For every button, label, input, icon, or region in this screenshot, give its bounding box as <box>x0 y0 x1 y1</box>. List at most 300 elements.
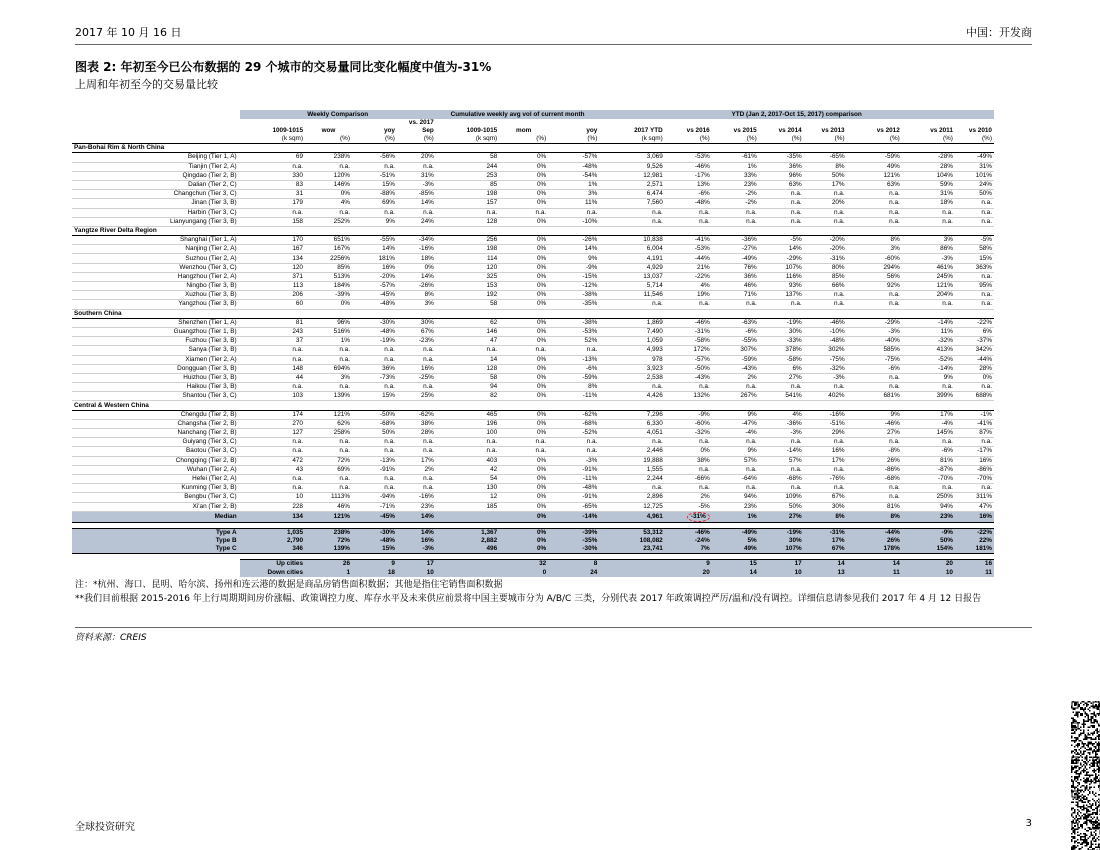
count-value: 15 <box>712 560 759 569</box>
type-value: 26% <box>847 537 902 545</box>
value-cell: 0% <box>499 502 548 511</box>
city-name: Lianyungang (Tier 3, B) <box>72 217 240 226</box>
value-cell: 9% <box>847 410 902 419</box>
value-cell: 4,051 <box>599 429 664 438</box>
value-cell: 15% <box>955 254 994 263</box>
column-header: 1009-1015 <box>436 127 499 135</box>
value-cell: n.a. <box>352 208 397 217</box>
value-cell: 96% <box>759 171 804 180</box>
value-cell: n.a. <box>759 465 804 474</box>
value-cell: -65% <box>804 153 847 162</box>
value-cell: 694% <box>305 364 352 373</box>
city-name: Xiamen (Tier 2, A) <box>72 355 240 364</box>
value-cell: 80% <box>804 263 847 272</box>
city-name: Hangzhou (Tier 2, A) <box>72 272 240 281</box>
value-cell: 47% <box>955 502 994 511</box>
value-cell: n.a. <box>352 355 397 364</box>
value-cell: 9% <box>548 254 599 263</box>
value-cell: -34% <box>397 236 436 245</box>
count-row <box>72 568 994 576</box>
value-cell: 2,571 <box>599 180 664 189</box>
value-cell: n.a. <box>847 383 902 392</box>
value-cell: 0% <box>499 291 548 300</box>
city-name: Dongguan (Tier 3, B) <box>72 364 240 373</box>
value-cell: n.a. <box>759 217 804 226</box>
value-cell: -75% <box>804 355 847 364</box>
value-cell: n.a. <box>352 162 397 171</box>
city-name: Shenzhen (Tier 1, A) <box>72 318 240 327</box>
value-cell: n.a. <box>759 199 804 208</box>
units-row <box>72 135 994 144</box>
value-cell: 0% <box>499 171 548 180</box>
value-cell: 60 <box>240 300 305 309</box>
value-cell: -32% <box>902 337 955 346</box>
value-cell: n.a. <box>599 208 664 217</box>
vs2017-header: vs. 2017 <box>397 119 436 127</box>
value-cell: 0% <box>499 456 548 465</box>
value-cell: n.a. <box>847 217 902 226</box>
value-cell: -14% <box>902 318 955 327</box>
type-value: 30% <box>759 537 804 545</box>
value-cell: n.a. <box>847 438 902 447</box>
value-cell: n.a. <box>599 383 664 392</box>
type-value: -24% <box>665 537 712 545</box>
value-cell: n.a. <box>599 217 664 226</box>
value-cell: n.a. <box>847 291 902 300</box>
value-cell: n.a. <box>499 438 548 447</box>
value-cell: n.a. <box>759 208 804 217</box>
value-cell: n.a. <box>902 208 955 217</box>
value-cell: -58% <box>665 337 712 346</box>
value-cell: 63% <box>759 180 804 189</box>
value-cell: 342% <box>955 346 994 355</box>
value-cell: 50% <box>352 429 397 438</box>
value-cell: -43% <box>665 373 712 382</box>
value-cell: 19,888 <box>599 456 664 465</box>
value-cell: n.a. <box>902 438 955 447</box>
value-cell: n.a. <box>847 300 902 309</box>
value-cell: n.a. <box>902 217 955 226</box>
value-cell: 47 <box>436 337 499 346</box>
value-cell: 94% <box>902 502 955 511</box>
value-cell: 113 <box>240 282 305 291</box>
value-cell: 146 <box>436 327 499 336</box>
type-value: -19% <box>759 528 804 537</box>
city-name: Wuhan (Tier 2, A) <box>72 465 240 474</box>
value-cell: -35% <box>548 300 599 309</box>
type-value: 238% <box>305 528 352 537</box>
value-cell: 1113% <box>305 493 352 502</box>
value-cell: -62% <box>548 410 599 419</box>
value-cell: 29% <box>804 429 847 438</box>
value-cell: 0% <box>499 236 548 245</box>
value-cell: -1% <box>955 410 994 419</box>
value-cell: 0% <box>499 180 548 189</box>
type-value: 16% <box>397 537 436 545</box>
value-cell: 0% <box>499 337 548 346</box>
value-cell: 4,426 <box>599 392 664 401</box>
type-value: -44% <box>847 528 902 537</box>
city-name: Shanghai (Tier 1, A) <box>72 236 240 245</box>
table-row <box>72 373 994 382</box>
value-cell: 228 <box>240 502 305 511</box>
value-cell: 0% <box>499 364 548 373</box>
column-header: yoy <box>352 127 397 135</box>
value-cell: n.a. <box>955 199 994 208</box>
table-row <box>72 291 994 300</box>
value-cell: 18% <box>397 254 436 263</box>
value-cell: n.a. <box>712 465 759 474</box>
value-cell: 7,560 <box>599 199 664 208</box>
type-value: 14% <box>397 528 436 537</box>
count-value: 20 <box>665 568 712 576</box>
value-cell: n.a. <box>847 493 902 502</box>
value-cell: 513% <box>305 272 352 281</box>
value-cell: 0% <box>499 190 548 199</box>
header-blank <box>72 135 240 144</box>
value-cell: 69% <box>352 199 397 208</box>
type-value: 50% <box>902 537 955 545</box>
header-vs2017-row <box>72 119 994 127</box>
value-cell: 134 <box>240 254 305 263</box>
value-cell: 461% <box>902 263 955 272</box>
value-cell: 3,923 <box>599 364 664 373</box>
ytd-comparison-header: YTD (Jan 2, 2017-Oct 15, 2017) comparison <box>599 110 994 119</box>
value-cell: -19% <box>759 318 804 327</box>
value-cell: n.a. <box>759 300 804 309</box>
value-cell: 148 <box>240 364 305 373</box>
median-value: 23% <box>902 511 955 522</box>
value-cell: 36% <box>352 364 397 373</box>
value-cell: n.a. <box>305 346 352 355</box>
value-cell: 16% <box>955 456 994 465</box>
unit-label: (%) <box>804 135 847 144</box>
type-value: 17% <box>804 537 847 545</box>
value-cell: 0% <box>499 162 548 171</box>
count-value: 13 <box>804 568 847 576</box>
value-cell: 31% <box>397 171 436 180</box>
value-cell: 127 <box>240 429 305 438</box>
value-cell: n.a. <box>804 291 847 300</box>
count-value: 10 <box>759 568 804 576</box>
city-name: Jinan (Tier 3, B) <box>72 199 240 208</box>
value-cell: 42 <box>436 465 499 474</box>
value-cell: -65% <box>548 502 599 511</box>
value-cell: 250% <box>902 493 955 502</box>
value-cell: 19% <box>665 291 712 300</box>
value-cell: 10 <box>240 493 305 502</box>
region-header-row <box>72 309 994 318</box>
value-cell: 196 <box>436 419 499 428</box>
value-cell: -52% <box>902 355 955 364</box>
value-cell: 66% <box>804 282 847 291</box>
city-name: Xi'an (Tier 2, B) <box>72 502 240 511</box>
value-cell: n.a. <box>804 383 847 392</box>
value-cell: 63% <box>847 180 902 189</box>
value-cell: 6% <box>759 364 804 373</box>
value-cell: 87% <box>955 429 994 438</box>
value-cell: n.a. <box>240 208 305 217</box>
value-cell: n.a. <box>305 474 352 483</box>
type-value: 23,741 <box>599 545 664 554</box>
value-cell: -47% <box>712 419 759 428</box>
value-cell: 7,296 <box>599 410 664 419</box>
value-cell: 688% <box>955 392 994 401</box>
median-ytd-highlight-cell <box>665 511 712 522</box>
value-cell: -9% <box>548 263 599 272</box>
unit-label: (%) <box>397 135 436 144</box>
median-value <box>436 511 499 522</box>
value-cell: 472 <box>240 456 305 465</box>
value-cell: 0% <box>499 217 548 226</box>
value-cell: 0% <box>499 318 548 327</box>
value-cell: 1,555 <box>599 465 664 474</box>
city-name: Yangzhou (Tier 3, B) <box>72 300 240 309</box>
value-cell: 14% <box>397 199 436 208</box>
value-cell: 85% <box>804 272 847 281</box>
type-value: 67% <box>804 545 847 554</box>
column-header: 1009-1015 <box>240 127 305 135</box>
report-category: 中国：开发商 <box>966 26 1032 39</box>
value-cell: -3% <box>804 373 847 382</box>
city-name: Baotou (Tier 3, C) <box>72 447 240 456</box>
table-row <box>72 282 994 291</box>
value-cell: -55% <box>712 337 759 346</box>
value-cell: n.a. <box>847 484 902 493</box>
value-cell: -59% <box>712 355 759 364</box>
footnotes <box>75 578 1035 606</box>
value-cell: 14% <box>759 245 804 254</box>
value-cell: -39% <box>305 291 352 300</box>
median-value: 121% <box>305 511 352 522</box>
table-row <box>72 153 994 162</box>
value-cell: 1% <box>305 337 352 346</box>
value-cell: -50% <box>352 410 397 419</box>
value-cell: 9% <box>712 447 759 456</box>
value-cell: 67% <box>804 493 847 502</box>
value-cell: 54 <box>436 474 499 483</box>
value-cell: 116% <box>759 272 804 281</box>
value-cell: -51% <box>804 419 847 428</box>
city-name: Guiyang (Tier 3, C) <box>72 438 240 447</box>
footnote-1: 注：*杭州、海口、昆明、哈尔滨、扬州和连云港的数据是商品房销售面积数据；其他是指住宅销售面积数据 <box>75 580 503 590</box>
count-value: 24 <box>548 568 599 576</box>
value-cell: 465 <box>436 410 499 419</box>
value-cell: n.a. <box>548 438 599 447</box>
city-name: Xuzhou (Tier 3, B) <box>72 291 240 300</box>
value-cell: -49% <box>712 254 759 263</box>
value-cell: n.a. <box>397 438 436 447</box>
value-cell: 243 <box>240 327 305 336</box>
value-cell: 6,474 <box>599 190 664 199</box>
value-cell: -2% <box>712 199 759 208</box>
value-cell: -26% <box>548 236 599 245</box>
value-cell: n.a. <box>665 484 712 493</box>
value-cell: 0% <box>499 383 548 392</box>
table-row <box>72 263 994 272</box>
header-blank <box>72 127 240 135</box>
value-cell: -86% <box>955 465 994 474</box>
value-cell: n.a. <box>599 438 664 447</box>
city-name: Qingdao (Tier 2, B) <box>72 171 240 180</box>
city-name: Hefei (Tier 2, A) <box>72 474 240 483</box>
value-cell: 14% <box>548 245 599 254</box>
value-cell: 15% <box>352 392 397 401</box>
value-cell: -20% <box>804 245 847 254</box>
value-cell: 8% <box>397 291 436 300</box>
unit-label: (%) <box>548 135 599 144</box>
value-cell: 2% <box>665 493 712 502</box>
type-value: -3% <box>397 545 436 554</box>
value-cell: -32% <box>665 429 712 438</box>
value-cell: -68% <box>759 474 804 483</box>
value-cell: n.a. <box>804 484 847 493</box>
value-cell: -6% <box>665 190 712 199</box>
value-cell: 0% <box>499 327 548 336</box>
value-cell: n.a. <box>240 355 305 364</box>
value-cell: 302% <box>804 346 847 355</box>
value-cell: 43 <box>240 465 305 474</box>
value-cell: 12,725 <box>599 502 664 511</box>
value-cell: 49% <box>847 162 902 171</box>
value-cell: 403 <box>436 456 499 465</box>
value-cell: -49% <box>955 153 994 162</box>
value-cell: -10% <box>548 217 599 226</box>
value-cell: -20% <box>352 272 397 281</box>
value-cell: -3% <box>397 180 436 189</box>
value-cell: 57% <box>712 456 759 465</box>
value-cell: 17% <box>804 180 847 189</box>
value-cell: -68% <box>548 419 599 428</box>
value-cell: 146% <box>305 180 352 189</box>
value-cell: -36% <box>712 236 759 245</box>
source-divider <box>75 627 1032 628</box>
value-cell: 267% <box>712 392 759 401</box>
value-cell: n.a. <box>499 447 548 456</box>
value-cell: -31% <box>804 254 847 263</box>
table-row <box>72 180 994 189</box>
value-cell: -38% <box>548 291 599 300</box>
value-cell: -14% <box>902 364 955 373</box>
type-value: -31% <box>804 528 847 537</box>
value-cell: 681% <box>847 392 902 401</box>
value-cell: 238% <box>305 153 352 162</box>
value-cell: -3% <box>902 254 955 263</box>
type-value: 107% <box>759 545 804 554</box>
value-cell: n.a. <box>955 484 994 493</box>
table-row <box>72 327 994 336</box>
value-cell: 130 <box>436 484 499 493</box>
city-name: Harbin (Tier 3, C) <box>72 208 240 217</box>
value-cell: 0% <box>499 263 548 272</box>
value-cell: n.a. <box>352 447 397 456</box>
value-cell: n.a. <box>847 373 902 382</box>
qr-code-icon <box>1071 701 1100 850</box>
highlight-circle: -31% <box>687 512 710 522</box>
value-cell: -29% <box>759 254 804 263</box>
value-cell: n.a. <box>804 300 847 309</box>
value-cell: n.a. <box>902 484 955 493</box>
value-cell: 14 <box>436 355 499 364</box>
type-value: -30% <box>548 545 599 554</box>
value-cell: -32% <box>804 364 847 373</box>
value-cell: 3% <box>847 245 902 254</box>
value-cell: -6% <box>847 364 902 373</box>
value-cell: n.a. <box>240 484 305 493</box>
value-cell: -85% <box>397 190 436 199</box>
value-cell: 0% <box>305 300 352 309</box>
region-header-row <box>72 226 994 235</box>
value-cell: 93% <box>759 282 804 291</box>
value-cell: 132% <box>665 392 712 401</box>
value-cell: n.a. <box>665 300 712 309</box>
type-value: 5% <box>712 537 759 545</box>
table-row <box>72 438 994 447</box>
value-cell: 0% <box>499 429 548 438</box>
value-cell: 0% <box>499 272 548 281</box>
value-cell: 1% <box>548 180 599 189</box>
value-cell: -76% <box>804 474 847 483</box>
value-cell: n.a. <box>240 474 305 483</box>
value-cell: -2% <box>712 190 759 199</box>
value-cell: -46% <box>847 419 902 428</box>
value-cell: -15% <box>548 272 599 281</box>
table-row <box>72 245 994 254</box>
value-cell: 13,037 <box>599 272 664 281</box>
value-cell: -6% <box>902 447 955 456</box>
value-cell: 4,191 <box>599 254 664 263</box>
value-cell: 120 <box>436 263 499 272</box>
value-cell: n.a. <box>804 217 847 226</box>
value-cell: -30% <box>352 318 397 327</box>
count-value: 16 <box>955 560 994 569</box>
value-cell: -48% <box>548 162 599 171</box>
value-cell: -41% <box>955 419 994 428</box>
value-cell: 14% <box>352 245 397 254</box>
value-cell: -64% <box>712 474 759 483</box>
value-cell: -87% <box>902 465 955 474</box>
value-cell: 62 <box>436 318 499 327</box>
value-cell: 371 <box>240 272 305 281</box>
value-cell: 330 <box>240 171 305 180</box>
value-cell: -10% <box>804 327 847 336</box>
value-cell: 121% <box>847 171 902 180</box>
table-row <box>72 456 994 465</box>
value-cell: 28% <box>955 364 994 373</box>
value-cell: n.a. <box>397 162 436 171</box>
value-cell: -29% <box>847 318 902 327</box>
value-cell: 121% <box>305 410 352 419</box>
page-number: 3 <box>1025 818 1032 829</box>
value-cell: 58 <box>436 153 499 162</box>
value-cell: 57% <box>759 456 804 465</box>
value-cell: -57% <box>352 282 397 291</box>
value-cell: 402% <box>804 392 847 401</box>
value-cell: 23% <box>712 502 759 511</box>
value-cell: 31 <box>240 190 305 199</box>
type-value: 2,790 <box>240 537 305 545</box>
value-cell: n.a. <box>759 383 804 392</box>
value-cell: 2,446 <box>599 447 664 456</box>
figure-title: 图表 2: 年初至今已公布数据的 29 个城市的交易量同比变化幅度中值为-31% <box>75 60 492 74</box>
value-cell: 2% <box>712 373 759 382</box>
value-cell: 28% <box>397 429 436 438</box>
value-cell: n.a. <box>955 217 994 226</box>
value-cell: 0% <box>499 474 548 483</box>
value-cell: n.a. <box>665 465 712 474</box>
value-cell: n.a. <box>955 300 994 309</box>
value-cell: 172% <box>665 346 712 355</box>
